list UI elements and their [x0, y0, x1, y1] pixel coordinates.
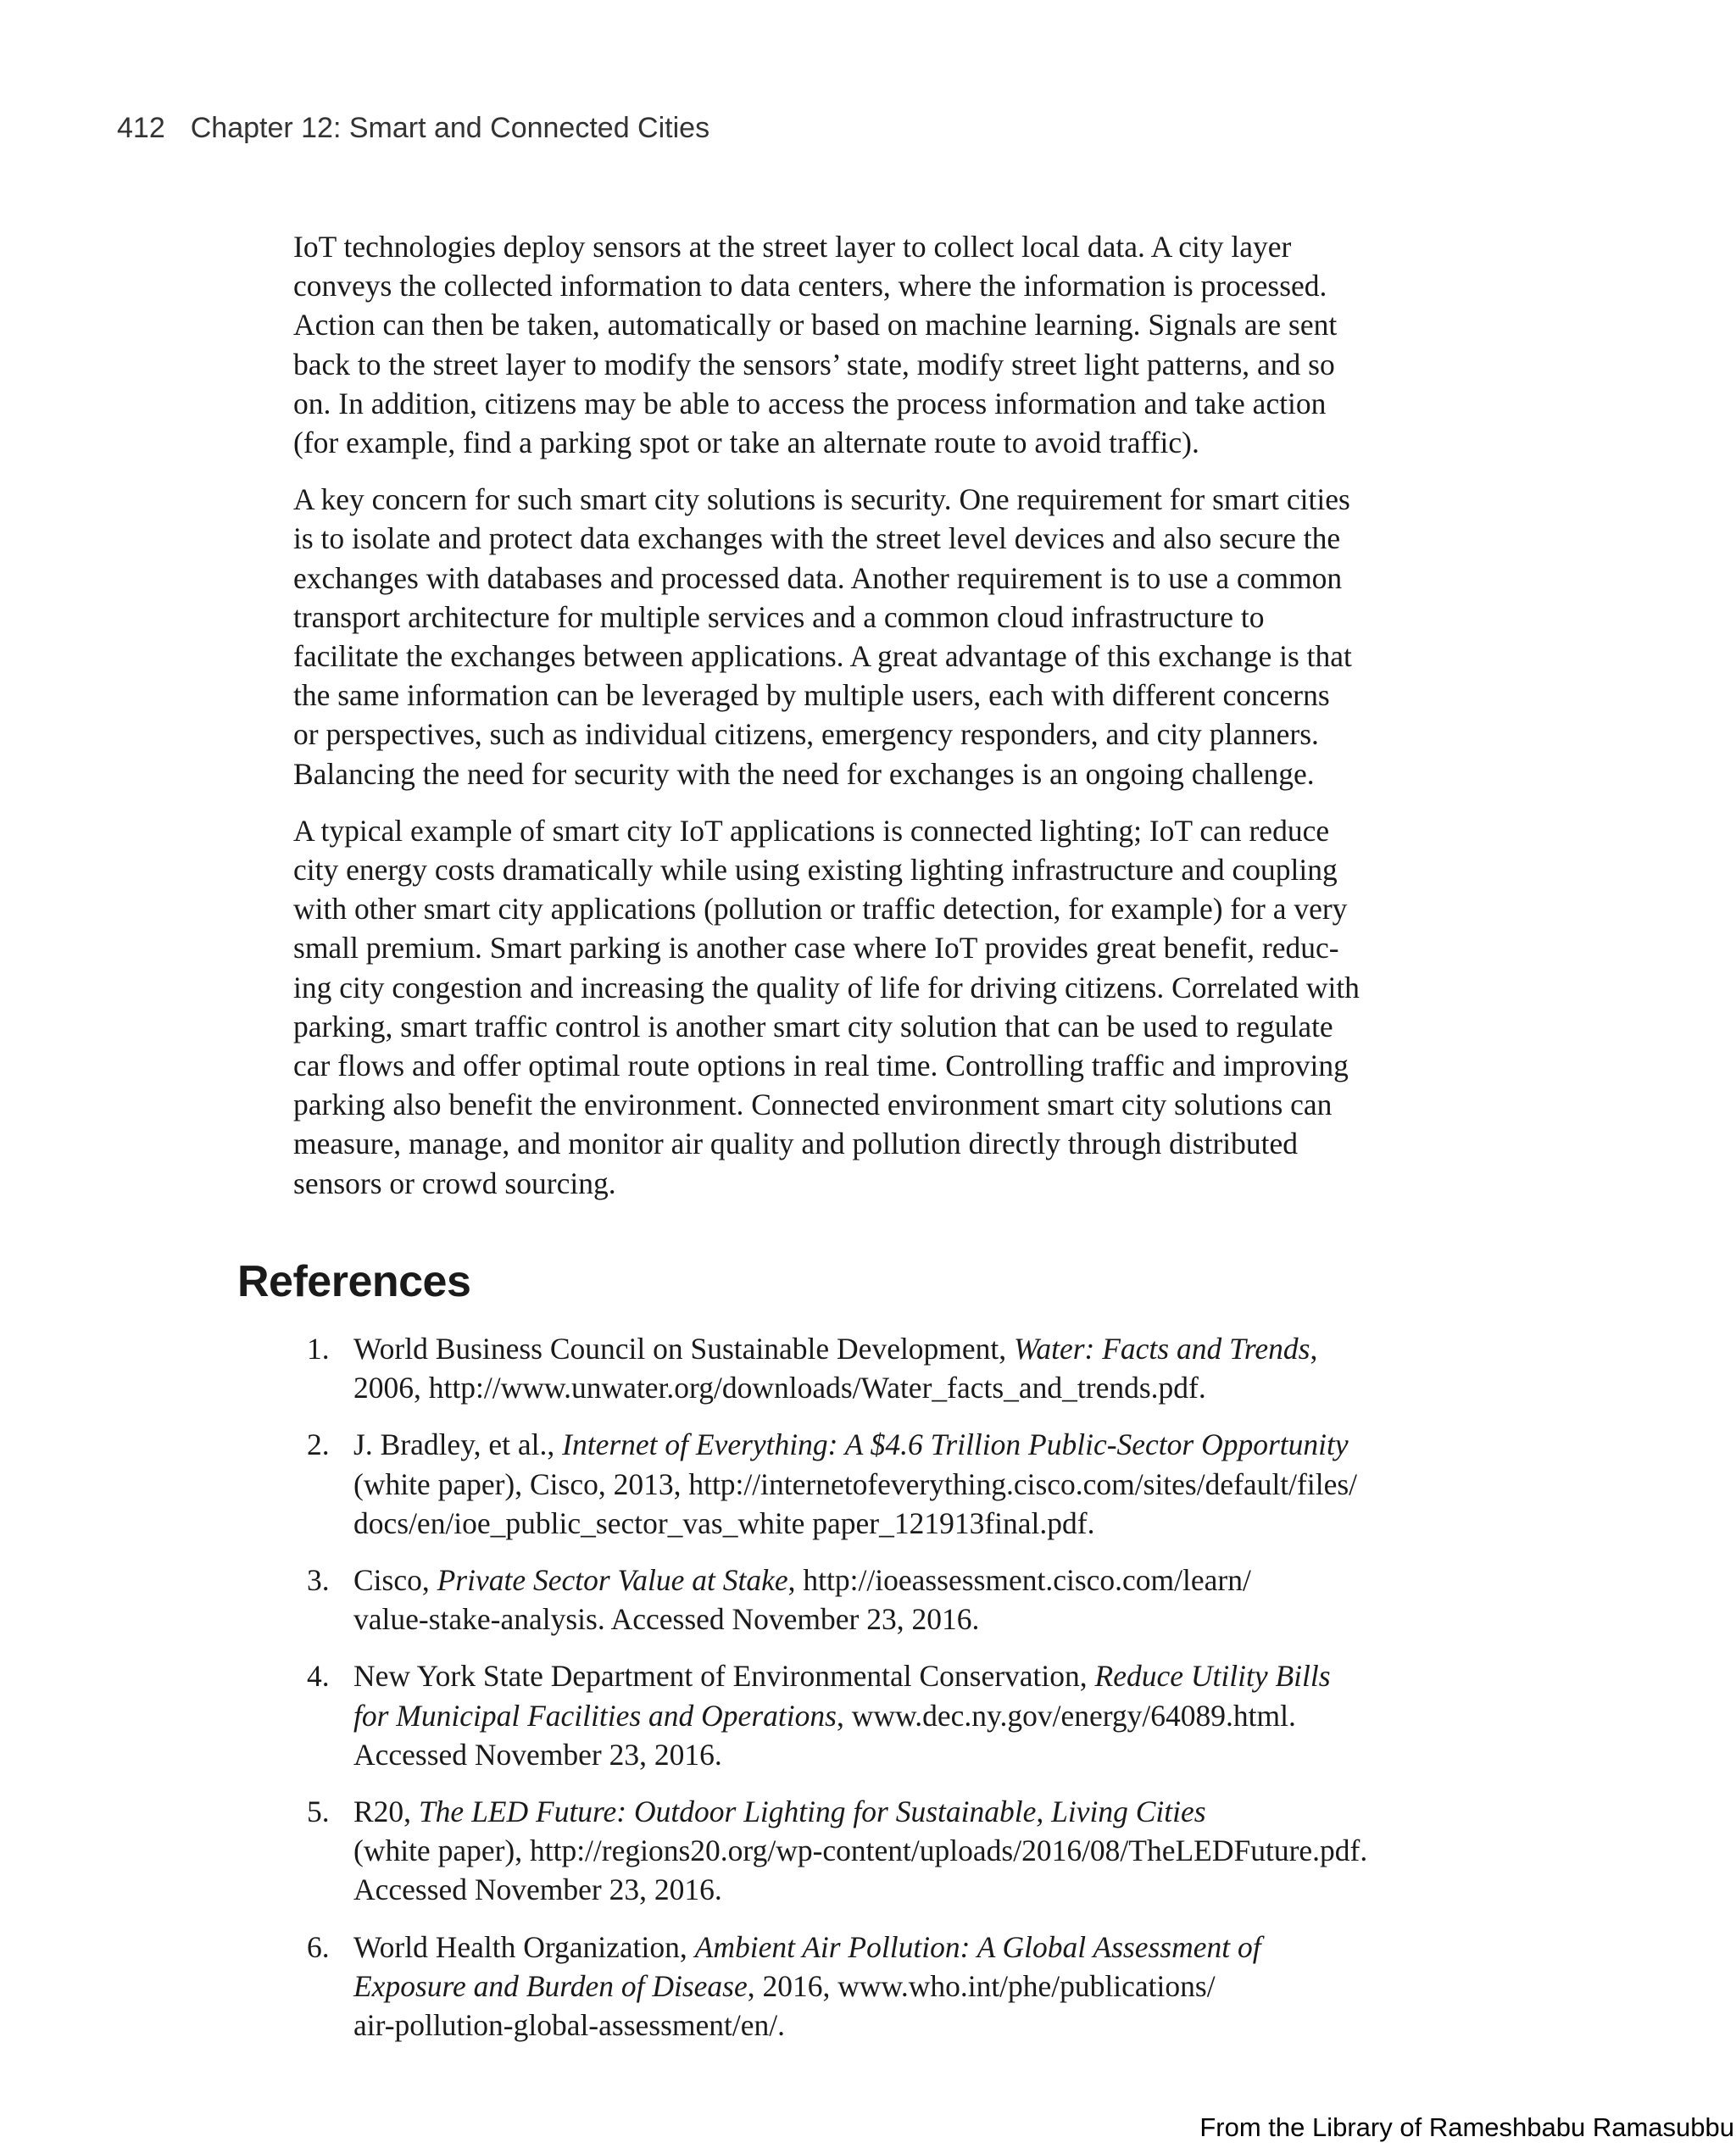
library-footer-note: From the Library of Rameshbabu Ramasubbu	[1199, 2112, 1734, 2142]
reference-title: Water: Facts and Trends	[1014, 1332, 1310, 1366]
text-line: measure, manage, and monitor air quality and pollution directly through distributed	[293, 1127, 1299, 1161]
reference-line: docs/en/ioe_public_sector_vas_white paper_121913final.pdf.	[353, 1505, 1095, 1540]
reference-number: 6.	[307, 1929, 330, 1964]
chapter-title: Chapter 12: Smart and Connected Cities	[190, 112, 710, 144]
paragraph	[293, 227, 1446, 462]
text-line: back to the street layer to modify the sensors’ state, modify street light patterns, and so	[293, 347, 1335, 381]
text-line: facilitate the exchanges between applications. A great advantage of this exchange is that	[293, 639, 1352, 674]
reference-line: New York State Department of Environmental Conservation, Reduce Utility Bills	[353, 1659, 1331, 1694]
page-number: 412	[117, 112, 165, 144]
text-line: ing city congestion and increasing the quality of life for driving citizens. Correlated with	[293, 970, 1360, 1004]
reference-line: (white paper), Cisco, 2013, http://internetofeverything.cisco.com/sites/default/files/	[353, 1466, 1358, 1501]
text-line: exchanges with databases and processed data. Another requirement is to use a common	[293, 560, 1343, 595]
reference-item	[307, 1656, 1451, 1774]
paragraph	[293, 480, 1446, 793]
reference-item	[307, 1561, 1451, 1639]
reference-number: 2.	[307, 1427, 330, 1462]
text-line: (for example, find a parking spot or take an alternate route to avoid traffic).	[293, 426, 1199, 460]
reference-item	[307, 1425, 1451, 1543]
reference-item	[307, 1792, 1451, 1910]
text-line: A typical example of smart city IoT applications is connected lighting; IoT can reduce	[293, 813, 1330, 848]
text-line: parking, smart traffic control is another smart city solution that can be used to regulate	[293, 1009, 1333, 1043]
text-line: city energy costs dramatically while using existing lighting infrastructure and coupling	[293, 853, 1338, 888]
body-text	[293, 227, 1446, 1221]
reference-line: World Business Council on Sustainable Development, Water: Facts and Trends,	[353, 1332, 1318, 1366]
reference-line: Cisco, Private Sector Value at Stake, http://ioeassessment.cisco.com/learn/	[353, 1563, 1251, 1598]
text-line: parking also benefit the environment. Connected environment smart city solutions can	[293, 1088, 1333, 1122]
reference-item	[307, 1928, 1451, 2045]
paragraph	[293, 811, 1446, 1203]
reference-number: 4.	[307, 1659, 330, 1694]
text-line: with other smart city applications (pollution or traffic detection, for example) for a very	[293, 892, 1348, 927]
text-line: Balancing the need for security with the need for exchanges is an ongoing challenge.	[293, 756, 1315, 791]
reference-line: value-stake-analysis. Accessed November 23, 2016.	[353, 1602, 980, 1637]
references-list	[307, 1329, 1451, 2062]
reference-title: Ambient Air Pollution: A Global Assessment of	[694, 1929, 1261, 1964]
reference-title: Reduce Utility Bills	[1094, 1659, 1331, 1694]
reference-line: Accessed November 23, 2016.	[353, 1737, 722, 1772]
text-line: on. In addition, citizens may be able to access the process information and take action	[293, 386, 1327, 420]
reference-title: Exposure and Burden of Disease	[353, 1968, 748, 2003]
reference-title: The LED Future: Outdoor Lighting for Sustainable, Living Cities	[418, 1795, 1206, 1829]
text-line: or perspectives, such as individual citizens, emergency responders, and city planners.	[293, 717, 1319, 752]
text-line: car flows and offer optimal route options in real time. Controlling traffic and improving	[293, 1049, 1349, 1083]
text-line: sensors or crowd sourcing.	[293, 1166, 616, 1200]
references-heading: References	[237, 1257, 471, 1306]
reference-number: 1.	[307, 1332, 330, 1366]
reference-title: for Municipal Facilities and Operations	[353, 1698, 837, 1733]
reference-line: World Health Organization, Ambient Air Pollution: A Global Assessment of	[353, 1929, 1261, 1964]
reference-line: Accessed November 23, 2016.	[353, 1873, 722, 1907]
reference-number: 3.	[307, 1563, 330, 1598]
reference-item	[307, 1329, 1451, 1407]
reference-line: 2006, http://www.unwater.org/downloads/Water_facts_and_trends.pdf.	[353, 1371, 1206, 1405]
reference-line: (white paper), http://regions20.org/wp-content/uploads/2016/08/TheLEDFuture.pdf.	[353, 1834, 1368, 1868]
reference-line: J. Bradley, et al., Internet of Everything: A $4.6 Trillion Public-Sector Opportunity	[353, 1427, 1349, 1462]
reference-line: Exposure and Burden of Disease, 2016, www.who.int/phe/publications/	[353, 1968, 1216, 2003]
text-line: is to isolate and protect data exchanges with the street level devices and also secure the	[293, 521, 1341, 556]
reference-line: R20, The LED Future: Outdoor Lighting for Sustainable, Living Cities	[353, 1795, 1206, 1829]
reference-line: for Municipal Facilities and Operations, www.dec.ny.gov/energy/64089.html.	[353, 1698, 1296, 1733]
reference-number: 5.	[307, 1795, 330, 1829]
text-line: small premium. Smart parking is another case where IoT provides great benefit, reduc-	[293, 931, 1339, 965]
reference-title: Internet of Everything: A $4.6 Trillion Public-Sector Opportunity	[562, 1427, 1349, 1462]
reference-title: Private Sector Value at Stake	[437, 1563, 788, 1598]
text-line: IoT technologies deploy sensors at the street layer to collect local data. A city layer	[293, 230, 1292, 264]
reference-line: air-pollution-global-assessment/en/.	[353, 2008, 785, 2043]
text-line: Action can then be taken, automatically or based on machine learning. Signals are sent	[293, 308, 1338, 342]
text-line: A key concern for such smart city solutions is security. One requirement for smart cities	[293, 482, 1350, 517]
running-head	[117, 112, 709, 145]
text-line: the same information can be leveraged by multiple users, each with different concerns	[293, 678, 1330, 713]
text-line: transport architecture for multiple services and a common cloud infrastructure to	[293, 599, 1265, 634]
text-line: conveys the collected information to data centers, where the information is processed.	[293, 269, 1327, 303]
